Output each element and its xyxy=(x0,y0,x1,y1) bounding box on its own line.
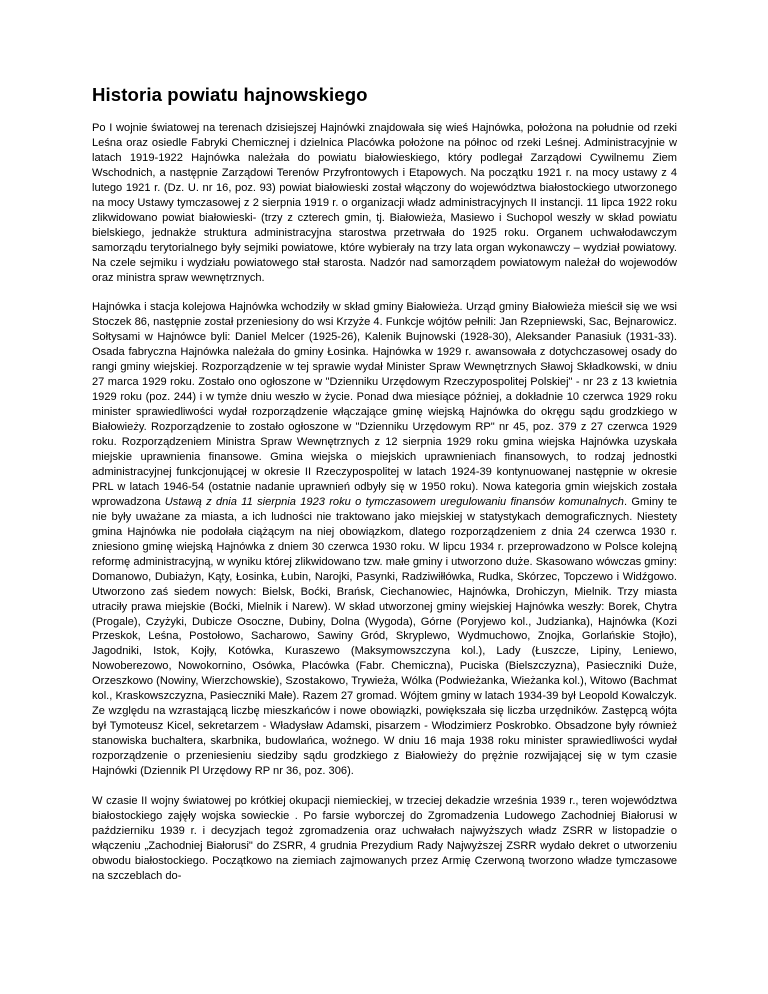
document-page xyxy=(92,84,677,899)
paragraph-2 xyxy=(92,300,677,779)
paragraph-3: W czasie II wojny światowej po krótkiej okupacji niemieckiej, w trzeciej dekadzie września 1939 r., teren województwa białostockiego zajęły wojska sowieckie . Po farsie wyborczej do Zgromadzenia Ludowego Zachodniej Białorusi w październiku 1939 r. i decyzjach tegoż zgromadzenia oraz uchwałach najwyższych władz ZSRR w listopadzie o włączeniu „Zachodniej Białorusi" do ZSRR, 4 grudnia Prezydium Rady Najwyższej ZSRR wydało dekret o utworzeniu obwodu białostockiego. Początkowo na ziemiach zajmowanych przez Armię Czerwoną tworzono władze tymczasowe na szczeblach do- xyxy=(92,794,677,882)
document-title: Historia powiatu hajnowskiego xyxy=(92,84,368,105)
paragraph-2-text-after: . Gminy te nie były uważane za miasta, a ich ludności nie traktowano jako miejskiej w statystykach demograficznych. Niestety gmina Hajnówka nie podołała ciążącym na niej obowiązkom, dlatego rozporządzeniem z dnia 24 czerwca 1930 r. zniesiono gminę wiejską Hajnówka z dniem 30 czerwca 1930 roku. W lipcu 1934 r. przeprowadzono w Polsce kolejną reformę administracyjną, w wyniku której zlikwidowano tzw. małe gminy i utworzono duże. Skasowano wówczas gminy: Domanowo, Dubiażyn, Kąty, Łosinka, Łubin, Narojki, Pasynki, Radziwiłłówka, Rudka, Skórzec, Topczewo i Widźgowo. Utworzono zaś siedem nowych: Bielsk, Boćki, Brańsk, Ciechanowiec, Hajnówka, Drohiczyn, Mielnik. Trzy miasta utraciły prawa miejskie (Boćki, Mielnik i Narew). W skład utworzonej gminy wiejskiej Hajnówka weszły: Borek, Chytra (Progale), Czyżyki, Dubicze Osoczne, Dubiny, Dolna (Wygoda), Górne (Poryjewo kol., Judzianka), Hajnówka (Kozi Przeskok, Leśna, Postołowo, Sacharowo, Sawiny Gród, Skryplewo, Wydmuchowo, Znojka, Gorlańskie Stojło), Jagodniki, Istok, Kojły, Kotówka, Kuraszewo (Maksymowszczyna kol.), Lady (Łuszcze, Lipiny, Leniewo, Nowoberezowo, Nowokornino, Osówka, Placówka (Fabr. Chemiczna), Puciska (Bielszczyzna), Pasieczniki Duże, Orzeszkowo (Nowiny, Wierzchowskie), Szostakowo, Trywieża, Wólka (Podwieżanka, Wieżanka kol.), Witowo (Bachmat kol., Kraskowszczyzna, Pasieczniki Małe). Razem 27 gromad. Wójtem gminy w latach 1934-39 był Leopold Kowalczyk. Ze względu na wzrastającą liczbę mieszkańców i nowe obowiązki, powiększała się liczba urzędników. Zastępcą wójta był Tymoteusz Kicel, sekretarzem - Władysław Adamski, pisarzem - Włodzimierz Poskrobko. Obsadzone były również stanowiska buchaltera, skarbnika, budowlańca, woźnego. W dniu 16 maja 1938 roku minister sprawiedliwości wydał rozporządzenie o przeniesieniu siedziby sądu grodzkiego z Białowieży do prężnie rozwijającej się w tym czasie Hajnówki (Dziennik Pl Urzędowy RP nr 36, poz. 306). xyxy=(92,495,677,778)
paragraph-2-italic-act: Ustawą z dnia 11 sierpnia 1923 roku o tymczasowem uregulowaniu finansów komunalnych xyxy=(164,495,624,508)
paragraph-2-text-before: Hajnówka i stacja kolejowa Hajnówka wchodziły w skład gminy Białowieża. Urząd gminy Białowieża mieścił się we wsi Stoczek 86, następnie został przeniesiony do wsi Krzyże 4. Funkcje wójtów pełnili: Jan Rzepniewski, Sac, Bejnarowicz. Sołtysami w Hajnówce byli: Daniel Melcer (1925-26), Kalenik Bujnowski (1928-30), Aleksander Panasiuk (1931-33). Osada fabryczna Hajnówka należała do gminy Łosinka. Hajnówka w 1929 r. awansowała z dotychczasowej osady do rangi gminy wiejskiej. Rozporządzenie w tej sprawie wydał Minister Spraw Wewnętrznych Sławoj Składkowski, w dniu 27 marca 1929 roku. Zostało ono ogłoszone w "Dzienniku Urzędowym Rzeczypospolitej Polskiej" - nr 23 z 13 kwietnia 1929 roku (poz. 244) i w tymże dniu weszło w życie. Ponad dwa miesiące później, a dokładnie 10 czerwca 1929 roku minister sprawiedliwości wydał rozporządzenie włączające gminę wiejską Hajnówka do okręgu sądu grodzkiego w Białowieży. Rozporządzenie to zostało ogłoszone w "Dzienniku Urzędowym RP" nr 45, poz. 379 z 27 czerwca 1929 roku. Rozporządzeniem Ministra Spraw Wewnętrznych z 12 sierpnia 1929 roku gmina wiejska Hajnówka uzyskała miejskie uprawnienia finansowe. Gmina wiejska o miejskich uprawnieniach finansowych, to rodzaj jednostki administracyjnej funkcjonującej w okresie II Rzeczypospolitej w latach 1924-39 kontynuowanej następnie w okresie PRL w latach 1946-54 (ostatnie nadanie uprawnień odbyły się w 1950 roku). Nowa kategoria gmin wiejskich została wprowadzona xyxy=(92,301,677,508)
paragraph-1: Po I wojnie światowej na terenach dzisiejszej Hajnówki znajdowała się wieś Hajnówka, położona na południe od rzeki Leśna oraz osiedle Fabryki Chemicznej i dzielnica Placówka położone na północ od rzeki Leśnej. Administracyjnie w latach 1919-1922 Hajnówka należała do powiatu białowieskiego, który podlegał Zarządowi Cywilnemu Ziem Wschodnich, a następnie Zarządowi Terenów Przyfrontowych i Etapowych. Na początku 1921 r. na mocy ustawy z 4 lutego 1921 r. (Dz. U. nr 16, poz. 93) powiat białowieski został włączony do województwa białostockiego utworzonego na mocy Ustawy tymczasowej z 2 sierpnia 1919 r. o organizacji władz administracyjnych II instancji. 11 lipca 1922 roku zlikwidowano powiat białowieski- (trzy z czterech gmin, tj. Białowieża, Masiewo i Suchopol weszły w skład powiatu bielskiego, jednakże struktura administracyjna starostwa przetrwała do 1925 roku. Organem uchwałodawczym samorządu terytorialnego były sejmiki powiatowe, które wybierały na trzy lata organ wykonawczy – wydział powiatowy. Na czele sejmiku i wydziału powiatowego stał starosta. Nadzór nad samorządem powiatowym należał do wojewodów oraz ministra spraw wewnętrznych. xyxy=(92,122,677,284)
